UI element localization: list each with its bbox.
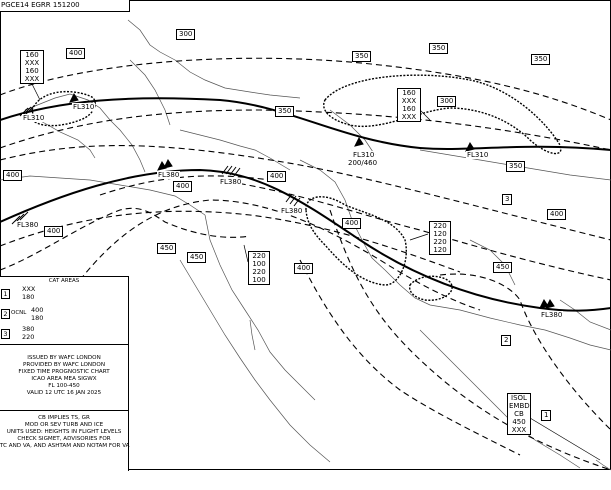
legend-top: 380 <box>22 325 35 333</box>
legend-title: CAT AREAS <box>48 278 80 284</box>
isol-line: ISOL <box>511 394 527 402</box>
cb-info-box <box>397 88 421 122</box>
tropopause-level: 400 <box>44 226 63 237</box>
cb-base: 160 <box>402 105 416 113</box>
jet-label: FL380 <box>541 311 563 319</box>
legend-top: 400 <box>31 306 44 314</box>
info-line: UNITS USED: HEIGHTS IN FLIGHT LEVELS <box>6 428 122 435</box>
cb-value: 120 <box>433 246 447 254</box>
cb-top: 160 <box>402 89 416 97</box>
tropopause-level: 350 <box>352 51 371 62</box>
jet-label: FL380 <box>281 207 303 215</box>
legend-num: 2 <box>1 309 10 319</box>
cat-legend <box>0 276 129 345</box>
tropopause-level: 300 <box>437 96 456 107</box>
info-line: PROVIDED BY WAFC LONDON <box>22 362 106 369</box>
info-line <box>0 398 128 411</box>
jet-label: FL310 <box>23 114 45 122</box>
cat-area-marker: 1 <box>541 410 551 421</box>
info-line: FL 100-450 <box>48 383 80 390</box>
isol-line: XXX <box>511 426 527 434</box>
tropopause-level: 450 <box>493 262 512 273</box>
legend-top: XXX <box>22 285 36 293</box>
jet-label: FL380 <box>17 221 39 229</box>
info-line: CB IMPLIES TS, GR <box>38 414 90 421</box>
tropopause-level: 450 <box>187 252 206 263</box>
tropopause-level: 350 <box>531 54 550 65</box>
legend-bottom: 180 <box>31 314 44 322</box>
cb-value: 100 <box>252 260 266 268</box>
isol-line: EMBD <box>509 402 530 410</box>
cat-area-marker: 2 <box>501 335 511 346</box>
chart-info-panel <box>0 344 129 471</box>
tropopause-level: 450 <box>157 243 176 254</box>
tropopause-level: 400 <box>294 263 313 274</box>
tropopause-level: 400 <box>3 170 22 181</box>
legend-bottom: 180 <box>22 293 35 301</box>
info-line: MOD OR SEV TURB AND ICE <box>24 421 104 428</box>
tropopause-level: 400 <box>342 218 361 229</box>
isol-cb-box <box>507 393 531 435</box>
cb-info-box <box>248 251 270 285</box>
jet-label: FL380 <box>220 178 242 186</box>
isol-line: 450 <box>512 418 526 426</box>
tropopause-level: 400 <box>547 209 566 220</box>
cb-top: 220 <box>252 252 266 260</box>
cb-info-box <box>20 50 44 84</box>
tropopause-level: 350 <box>429 43 448 54</box>
jet-label: FL310 <box>73 103 95 111</box>
jet-label: 200/460 <box>348 159 378 167</box>
legend-num: 3 <box>1 329 10 339</box>
tropopause-level: 400 <box>173 181 192 192</box>
cb-value: XXX <box>24 59 40 67</box>
cb-base: 160 <box>25 67 39 75</box>
legend-bottom: 220 <box>22 333 35 341</box>
info-line: ICAO AREA MEA SIGWX <box>31 376 97 383</box>
legend-label: OCNL <box>11 310 27 316</box>
tropopause-level: 400 <box>267 171 286 182</box>
cb-value: XXX <box>401 113 417 121</box>
cb-value: 100 <box>252 276 266 284</box>
tropopause-level: 350 <box>275 106 294 117</box>
jet-label: FL310 <box>467 151 489 159</box>
cb-value: XXX <box>401 97 417 105</box>
info-line: CHECK SIGMET, ADVISORIES FOR <box>17 435 111 442</box>
cb-base: 220 <box>252 268 266 276</box>
cb-value: 120 <box>433 230 447 238</box>
cb-info-box <box>429 221 451 255</box>
cb-top: 160 <box>25 51 39 59</box>
cb-top: 220 <box>433 222 447 230</box>
chart-header: PGCE14 EGRR 151200 <box>0 0 130 12</box>
tropopause-level: 350 <box>506 161 525 172</box>
info-line: ISSUED BY WAFC LONDON <box>27 355 101 361</box>
isol-line: CB <box>514 410 524 418</box>
jet-label: FL310 <box>353 151 375 159</box>
tropopause-level: 400 <box>66 48 85 59</box>
legend-num: 1 <box>1 289 10 299</box>
cb-base: 220 <box>433 238 447 246</box>
jet-label: FL380 <box>158 171 180 179</box>
info-line: TC AND VA, AND ASHTAM AND NOTAM FOR VA <box>0 442 130 449</box>
info-line: VALID 12 UTC 16 JAN 2025 <box>26 390 102 397</box>
tropopause-level: 300 <box>176 29 195 40</box>
cb-value: XXX <box>24 75 40 83</box>
cat-area-marker: 3 <box>502 194 512 205</box>
info-line: FIXED TIME PROGNOSTIC CHART <box>18 369 110 376</box>
